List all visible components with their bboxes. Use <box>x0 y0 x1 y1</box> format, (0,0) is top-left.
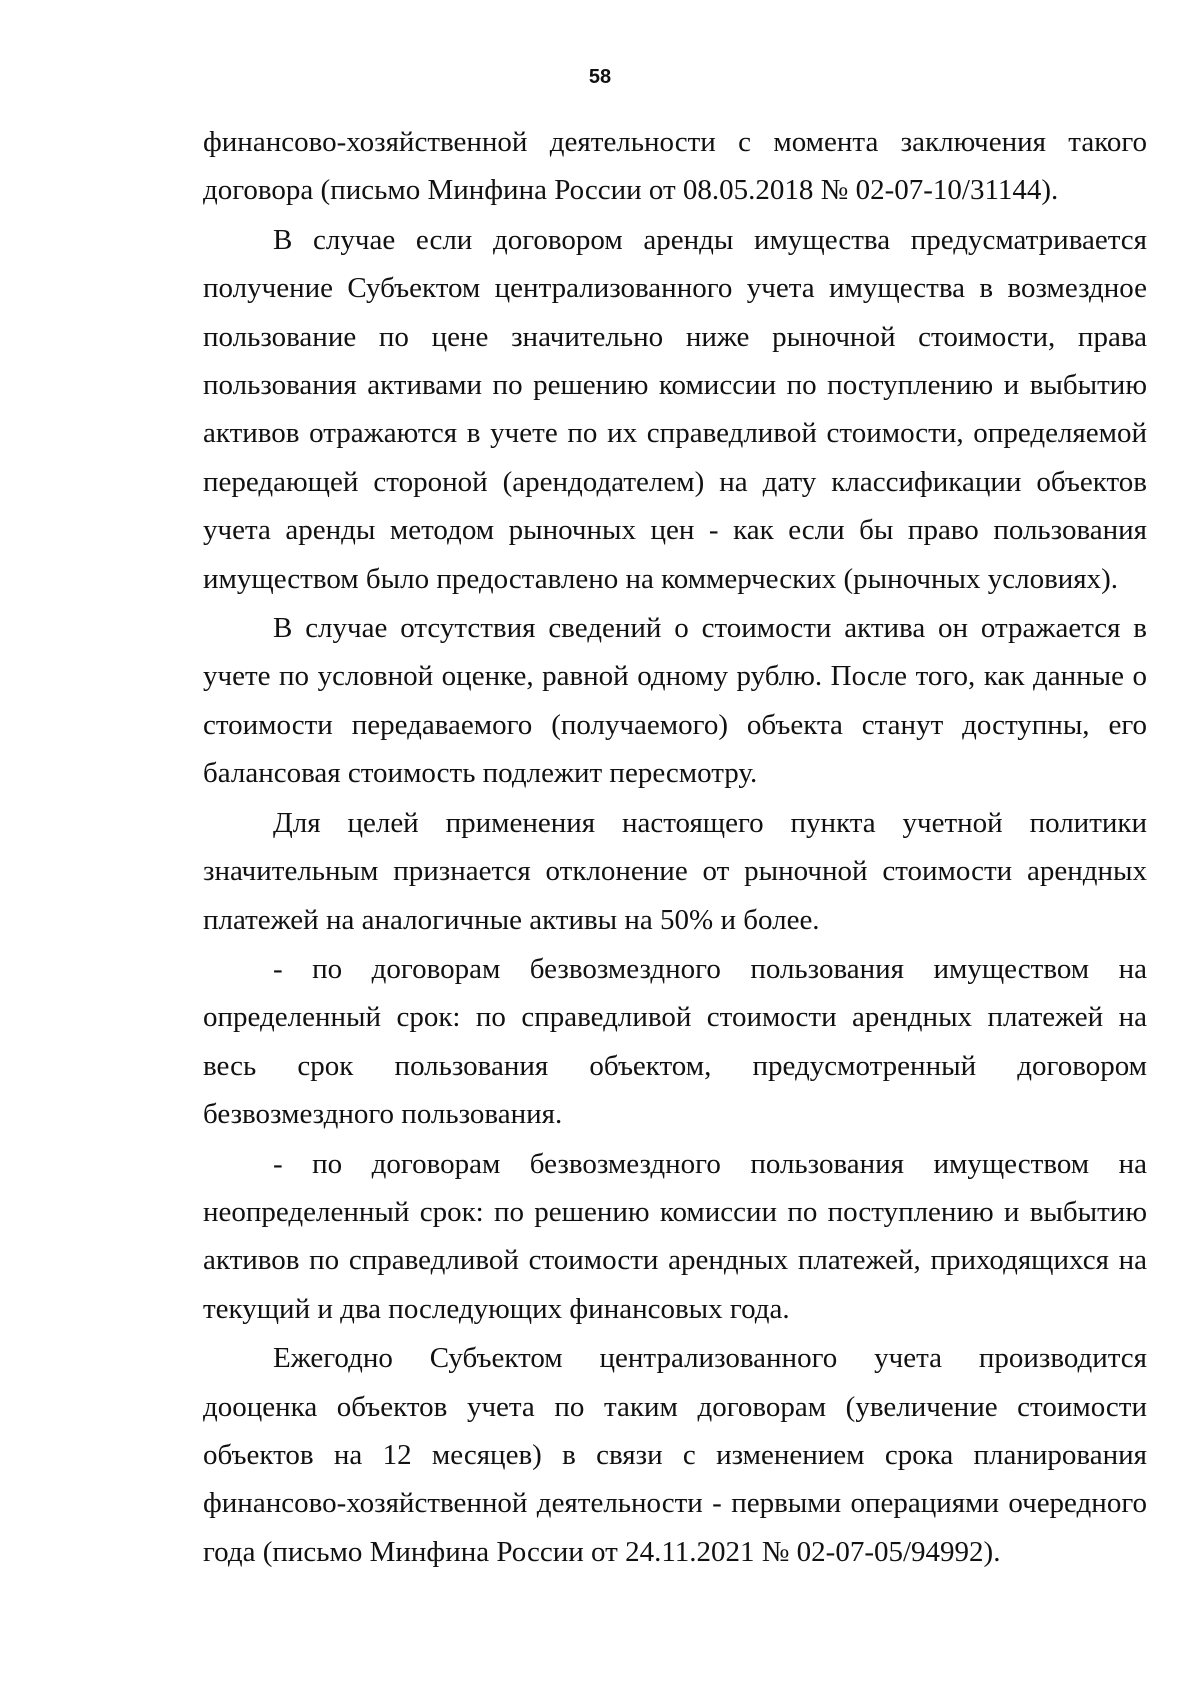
paragraph-annual-revaluation: Ежегодно Субъектом централизованного учета производится дооценка объектов учета по таким договорам (увеличение стоимости объектов на 12 месяцев) в связи с изменением срока планирования финансово-хозяйственной деятельности - первыми операциями очередного года (письмо Минфина России от 24.11.2021 № 02-07-05/94992). <box>203 1342 1147 1568</box>
list-item-fixed-term: - по договорам безвозмездного пользования имуществом на определенный срок: по справедливой стоимости арендных платежей на весь срок пользования объектом, предусмотренный договором безвозмездного пользования. <box>203 952 1147 1131</box>
page-number: 58 <box>588 66 612 88</box>
document-body <box>203 118 1147 1576</box>
paragraph-no-cost-info: В случае отсутствия сведений о стоимости актива он отражается в учете по условной оценке, равной одному рублю. После того, как данные о стоимости передаваемого (получаемого) объекта станут доступны, его балансовая стоимость подлежит пересмотру. <box>203 612 1147 790</box>
paragraph-significant-deviation: Для целей применения настоящего пункта учетной политики значительным признается отклонение от рыночной стоимости арендных платежей на аналогичные активы на 50% и более. <box>203 806 1147 936</box>
paragraph-continuation: финансово-хозяйственной деятельности с момента заключения такого договора (письмо Минфина России от 08.05.2018 № 02-07-10/31144). <box>203 126 1147 207</box>
list-item-indefinite-term: - по договорам безвозмездного пользования имуществом на неопределенный срок: по решению комиссии по поступлению и выбытию активов по справедливой стоимости арендных платежей, приходящихся на текущий и два последующих финансовых года. <box>203 1147 1147 1325</box>
paragraph-lease-fair-value: В случае если договором аренды имущества предусматривается получение Субъектом централизованного учета имущества в возмездное пользование по цене значительно ниже рыночной стоимости, права пользования активами по решению комиссии по поступлению и выбытию активов отражаются в учете по их справедливой стоимости, определяемой передающей стороной (арендодателем) на дату классификации объектов учета аренды методом рыночных цен - как если бы право пользования имуществом было предоставлено на коммерческих (рыночных условиях). <box>203 223 1147 595</box>
